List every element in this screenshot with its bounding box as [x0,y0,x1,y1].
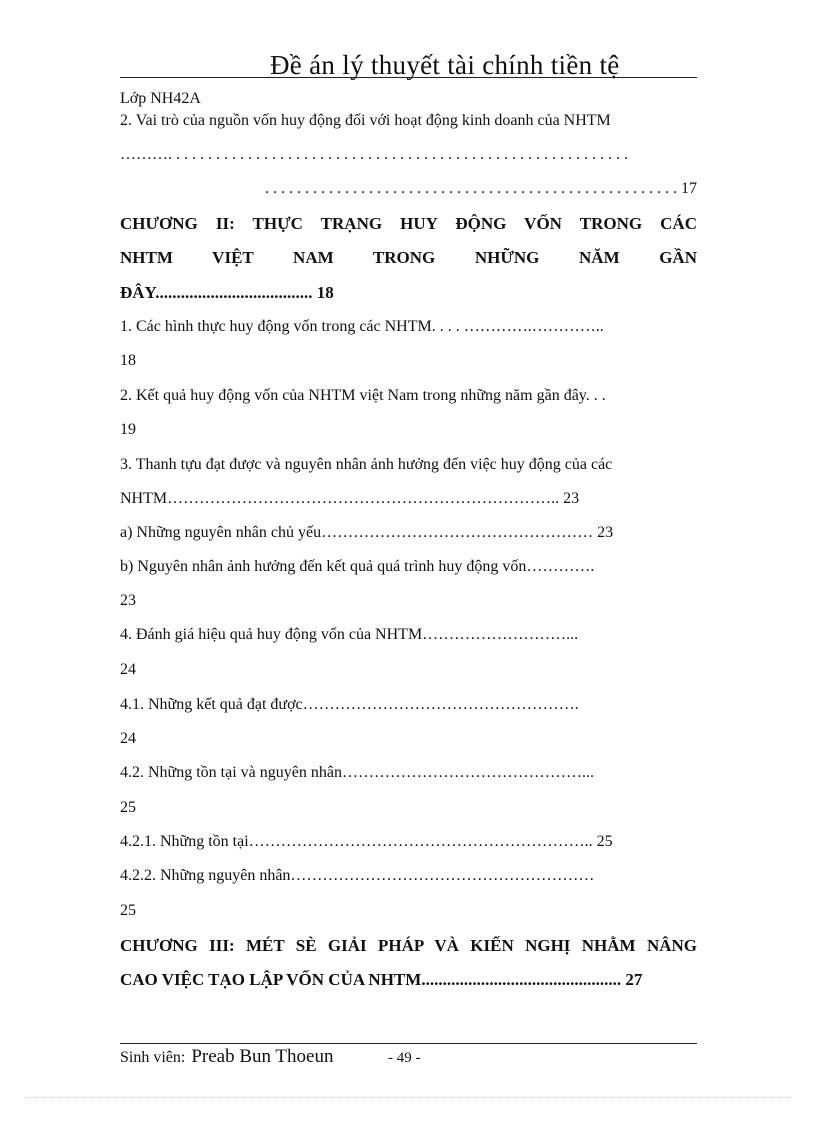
toc-entry: ………. . . . . . . . . . . . . . . . . . . . . . . . . . . . . . . . . . . . . . . . . . . . . . . . . . . . . . . . . . [120,146,628,163]
page-number: - 49 - [388,1050,421,1066]
toc-entry: a) Những nguyên nhân chủ yếu…………………………………………… 23 [120,524,614,541]
toc-entry: 4. Đánh giá hiệu quả huy động vốn của NHTM………………………... [120,626,579,643]
toc-entry: 24 [120,661,136,678]
toc-entry: 24 [120,730,136,747]
page-bottom-border [25,1097,791,1098]
toc-entry: b) Nguyên nhân ảnh hưởng đến kết quả quá trình huy động vốn…………. [120,558,595,575]
toc-entry: 25 [120,799,136,816]
toc-entry: NHTM……………………………………………………………….. 23 [120,490,580,507]
toc-entry: 4.2.2. Những nguyên nhân………………………………………………… [120,867,595,884]
student-label: Sinh viên: [120,1049,186,1066]
toc-entry: NHTM VIỆT NAM TRONG NHỮNG NĂM GẦN [120,248,697,267]
toc-entry: 1. Các hình thực huy động vốn trong các NHTM. . . . ………….………….. [120,318,604,335]
header-rule [120,77,697,78]
toc-entry: 3. Thanh tựu đạt được và nguyên nhân ảnh hưởng đến việc huy động của các [120,456,613,473]
toc-entry: 18 [120,352,136,369]
toc-entry: 2. Vai trò của nguồn vốn huy động đối với hoạt động kinh doanh của NHTM [120,112,611,129]
toc-entry: 23 [120,592,136,609]
toc-entry: 25 [120,902,136,919]
toc-entry: 4.1. Những kết quả đạt được……………………………………………. [120,696,579,713]
toc-entry: 4.2. Những tồn tại và nguyên nhân………………………………………... [120,764,594,781]
toc-entry: CAO VIỆC TẠO LẬP VỐN CỦA NHTM............................................... 27 [120,970,643,989]
student-name: Preab Bun Thoeun [191,1046,334,1067]
class-label: Lớp NH42A [120,90,201,107]
toc-entry: 19 [120,421,136,438]
page-footer [120,1046,421,1068]
toc-entry: CHƯƠNG III: MÉT SÈ GIẢI PHÁP VÀ KIẾN NGHỊ NHẰM NÂNG [120,936,697,955]
footer-rule [120,1043,697,1044]
toc-entry: 2. Kết quả huy động vốn của NHTM việt Nam trong những năm gần đây. . . [120,387,606,404]
toc-entry: 4.2.1. Những tồn tại……………………………………………………….. 25 [120,833,613,850]
document-header-title: Đề án lý thuyết tài chính tiền tệ [270,50,620,80]
toc-entry: CHƯƠNG II: THỰC TRẠNG HUY ĐỘNG VỐN TRONG CÁC [120,214,697,233]
toc-entry: . . . . . . . . . . . . . . . . . . . . . . . . . . . . . . . . . . . . . . . . . . . . . . . . . . . . 17 [265,180,697,197]
toc-entry: ĐÂY..................................... 18 [120,283,334,302]
